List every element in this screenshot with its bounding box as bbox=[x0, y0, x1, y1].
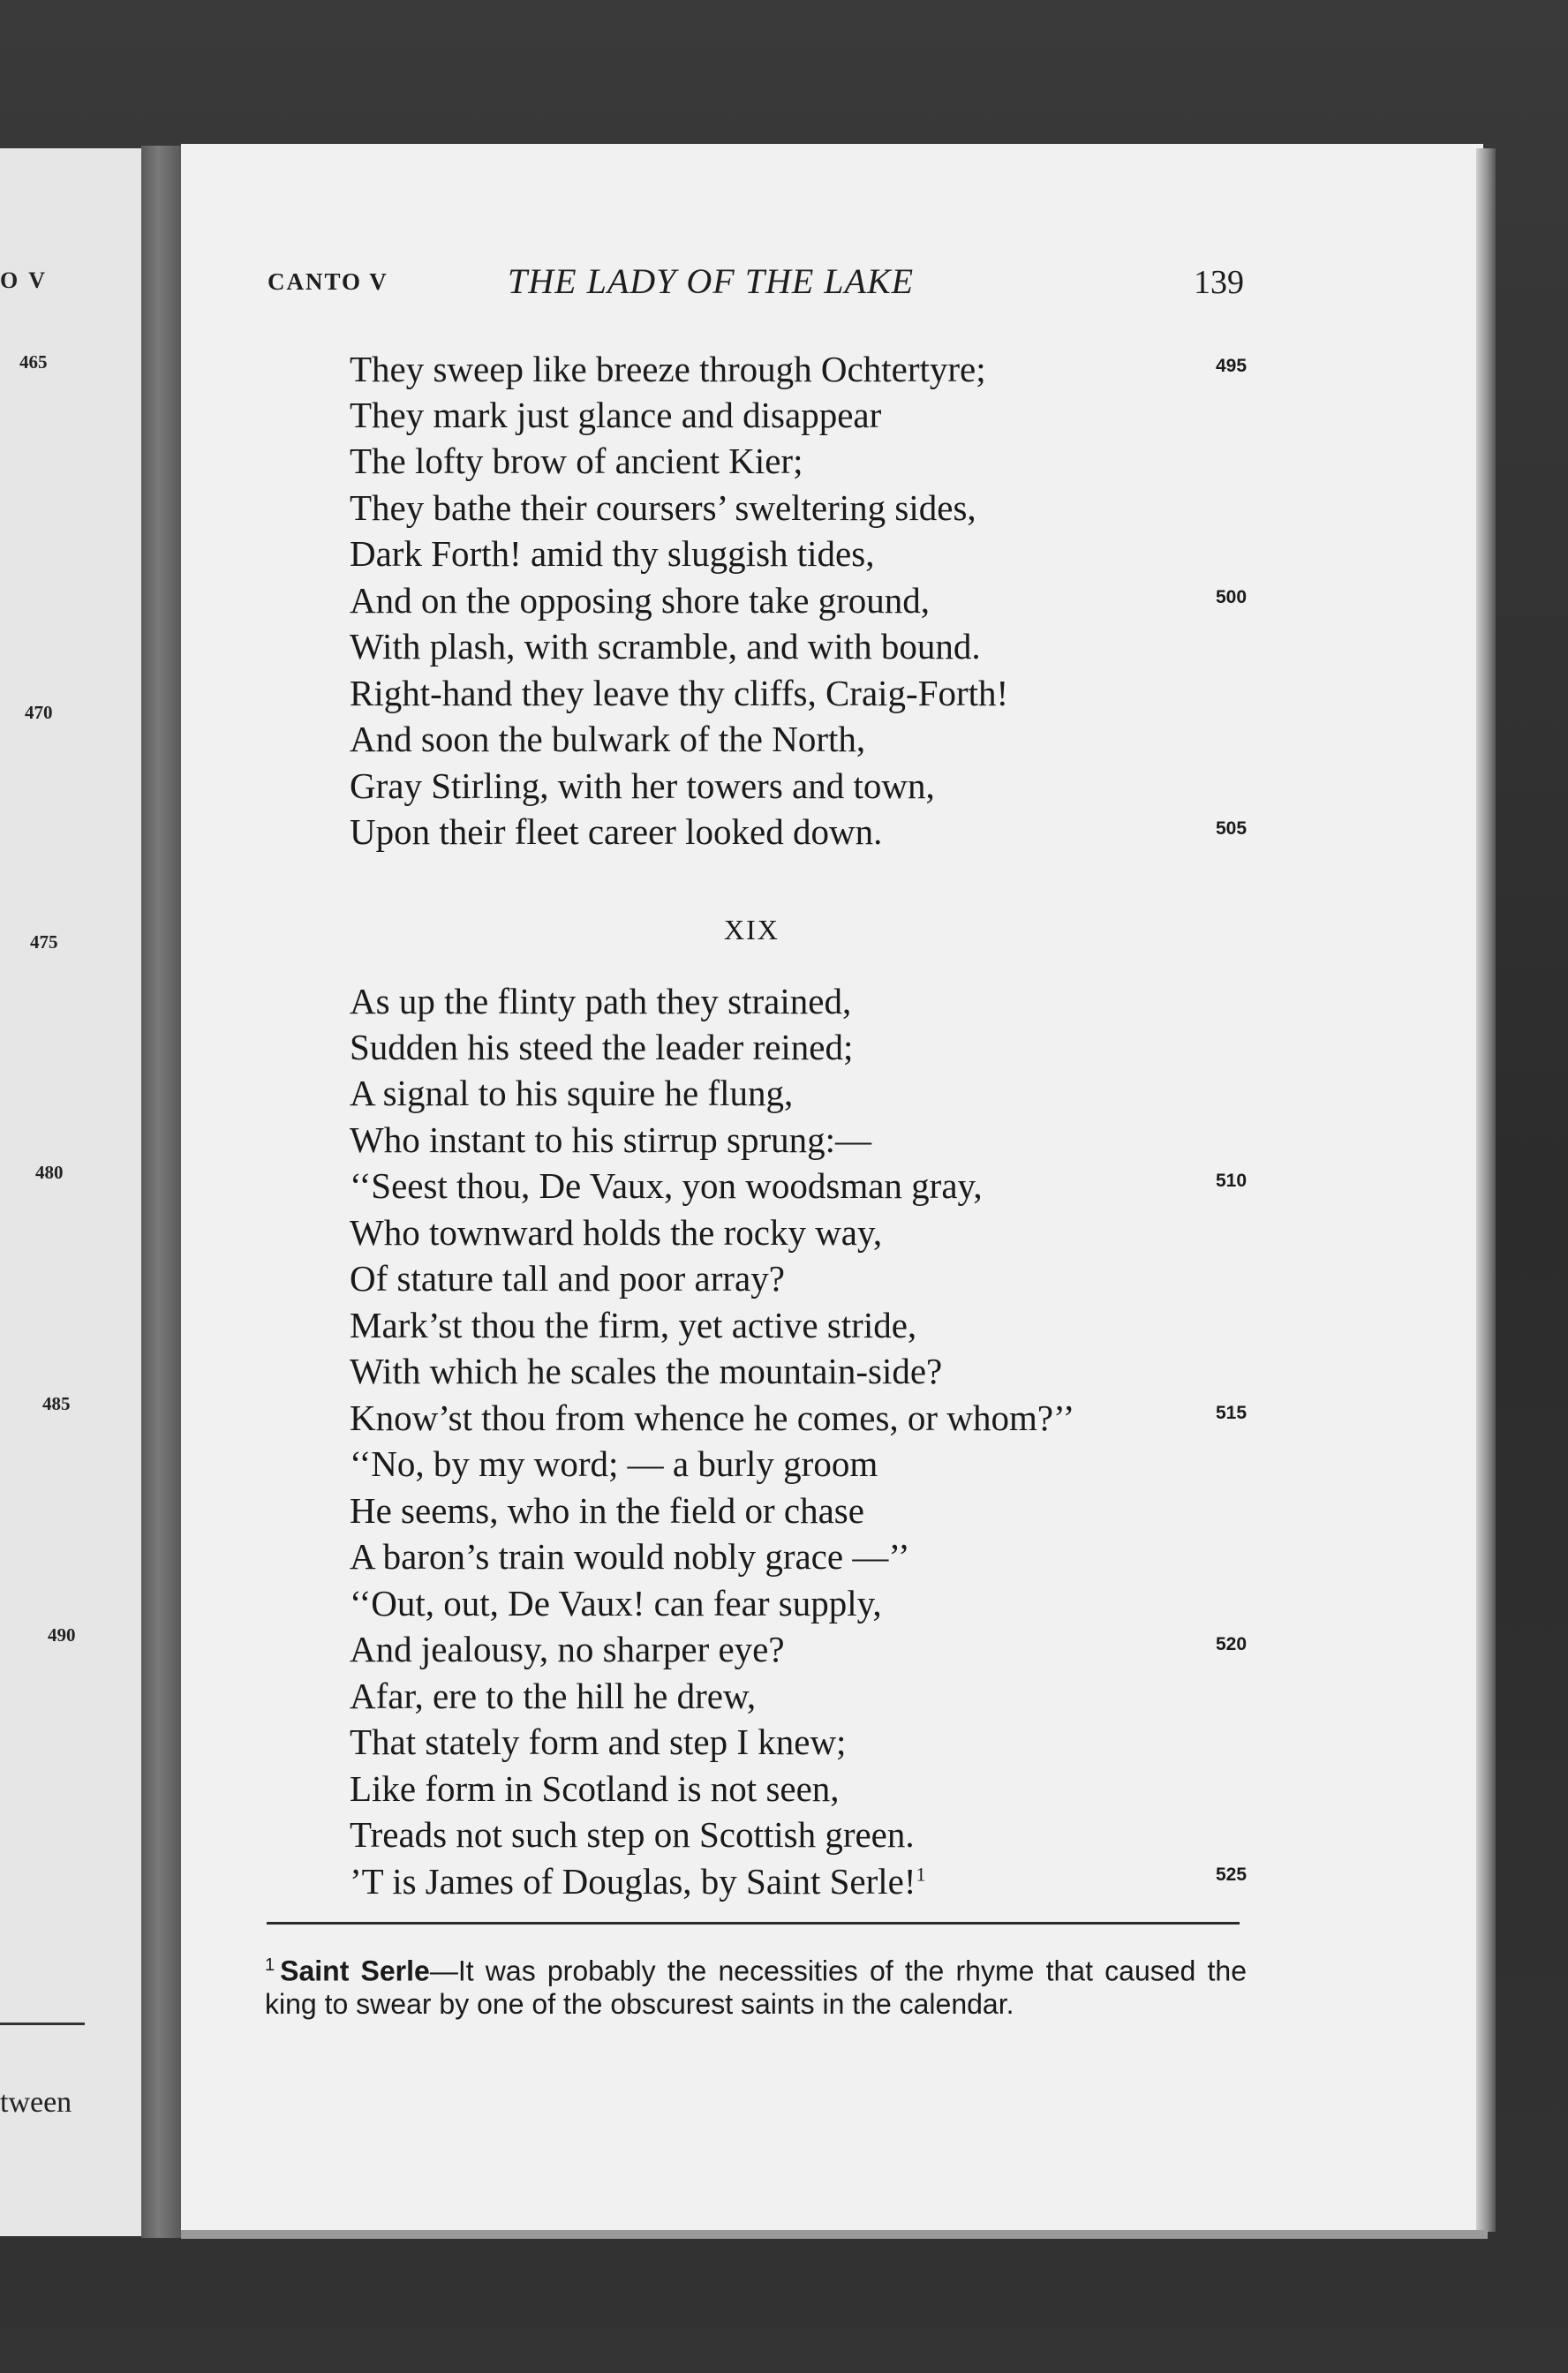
previous-page-footnote-rule bbox=[0, 2023, 85, 2025]
verse-line: Mark’st thou the firm, yet active stride, bbox=[350, 1305, 917, 1345]
verse-line: And jealousy, no sharper eye? bbox=[350, 1629, 785, 1669]
page-number: 139 bbox=[1194, 264, 1244, 301]
verse-line: That stately form and step I knew; bbox=[350, 1721, 847, 1762]
previous-page-line-number: 470 bbox=[25, 702, 53, 723]
verse-line: With plash, with scramble, and with bound. bbox=[350, 626, 981, 667]
previous-page-edge bbox=[0, 148, 152, 2236]
previous-page-line-number: 485 bbox=[42, 1393, 71, 1414]
footnote-marker: 1 bbox=[265, 1955, 275, 1975]
verse-line: As up the flinty path they strained, bbox=[350, 981, 852, 1021]
verse-line: Like form in Scotland is not seen, bbox=[350, 1768, 840, 1809]
verse-line: A signal to his squire he flung, bbox=[350, 1073, 794, 1113]
footnote-term: Saint Serle bbox=[280, 1955, 430, 1987]
previous-page-line-number: 475 bbox=[30, 931, 58, 953]
verse-line-text: ’T is James of Douglas, by Saint Serle! bbox=[350, 1861, 916, 1902]
verse-line: ‘‘Out, out, De Vaux! can fear supply, bbox=[350, 1583, 882, 1623]
verse-line: They bathe their coursers’ sweltering sides, bbox=[350, 487, 976, 528]
footnote-text: —It was probably the necessities of the rhyme that caused the king to swear by one of the obscurest saints in the calendar. bbox=[265, 1955, 1248, 2020]
verse-line: ‘‘Seest thou, De Vaux, yon woodsman gray, bbox=[350, 1165, 983, 1206]
footnote-divider bbox=[267, 1922, 1240, 1925]
verse-line: Upon their fleet career looked down. bbox=[350, 811, 883, 852]
previous-page-fragment: tween bbox=[0, 2086, 72, 2119]
previous-page-line-number: 465 bbox=[19, 351, 48, 373]
verse-line: And soon the bulwark of the North, bbox=[350, 719, 866, 759]
verse-line: They mark just glance and disappear bbox=[350, 395, 882, 435]
verse-line: Right-hand they leave thy cliffs, Craig-Forth! bbox=[350, 673, 1009, 713]
line-number: 495 bbox=[1216, 356, 1248, 376]
verse-line: Sudden his steed the leader reined; bbox=[350, 1027, 854, 1067]
line-number: 505 bbox=[1216, 818, 1248, 839]
verse-line: They sweep like breeze through Ochtertyre; bbox=[350, 349, 986, 389]
footnote-reference: 1 bbox=[916, 1863, 926, 1886]
line-number: 510 bbox=[1216, 1171, 1248, 1191]
canto-label: CANTO V bbox=[268, 268, 388, 295]
page-stack-edge bbox=[1476, 148, 1496, 2232]
previous-page-line-number: 480 bbox=[35, 1162, 64, 1183]
verse-line: The lofty brow of ancient Kier; bbox=[350, 441, 803, 481]
book-title: THE LADY OF THE LAKE bbox=[508, 261, 915, 301]
page-bottom-edge bbox=[181, 2230, 1488, 2239]
line-number: 515 bbox=[1216, 1403, 1248, 1423]
line-number: 520 bbox=[1216, 1634, 1248, 1654]
verse-line-with-footnote bbox=[350, 1860, 926, 1902]
verse-line: A baron’s train would nobly grace —’’ bbox=[350, 1536, 910, 1577]
verse-line: Who instant to his stirrup sprung:— bbox=[350, 1119, 872, 1160]
verse-line: Afar, ere to the hill he drew, bbox=[350, 1676, 757, 1716]
verse-line: Know’st thou from whence he comes, or whom?’’ bbox=[350, 1397, 1075, 1438]
book-gutter bbox=[141, 146, 184, 2238]
line-number: 525 bbox=[1216, 1864, 1248, 1885]
verse-line: Gray Stirling, with her towers and town, bbox=[350, 765, 935, 806]
verse-line: Treads not such step on Scottish green. bbox=[350, 1814, 915, 1855]
verse-line: Of stature tall and poor array? bbox=[350, 1258, 785, 1299]
line-number: 500 bbox=[1216, 587, 1248, 607]
previous-page-line-number: 490 bbox=[48, 1624, 76, 1646]
previous-page-header: O V bbox=[0, 267, 49, 293]
footnote bbox=[265, 1949, 1247, 2021]
verse-line: With which he scales the mountain-side? bbox=[350, 1351, 943, 1391]
stanza-numeral: XIX bbox=[724, 914, 780, 945]
verse-line: He seems, who in the field or chase bbox=[350, 1490, 864, 1531]
verse-line: Who townward holds the rocky way, bbox=[350, 1212, 883, 1253]
verse-line: Dark Forth! amid thy sluggish tides, bbox=[350, 533, 875, 574]
verse-line: ‘‘No, by my word; — a burly groom bbox=[350, 1443, 878, 1484]
verse-line: And on the opposing shore take ground, bbox=[350, 580, 931, 621]
